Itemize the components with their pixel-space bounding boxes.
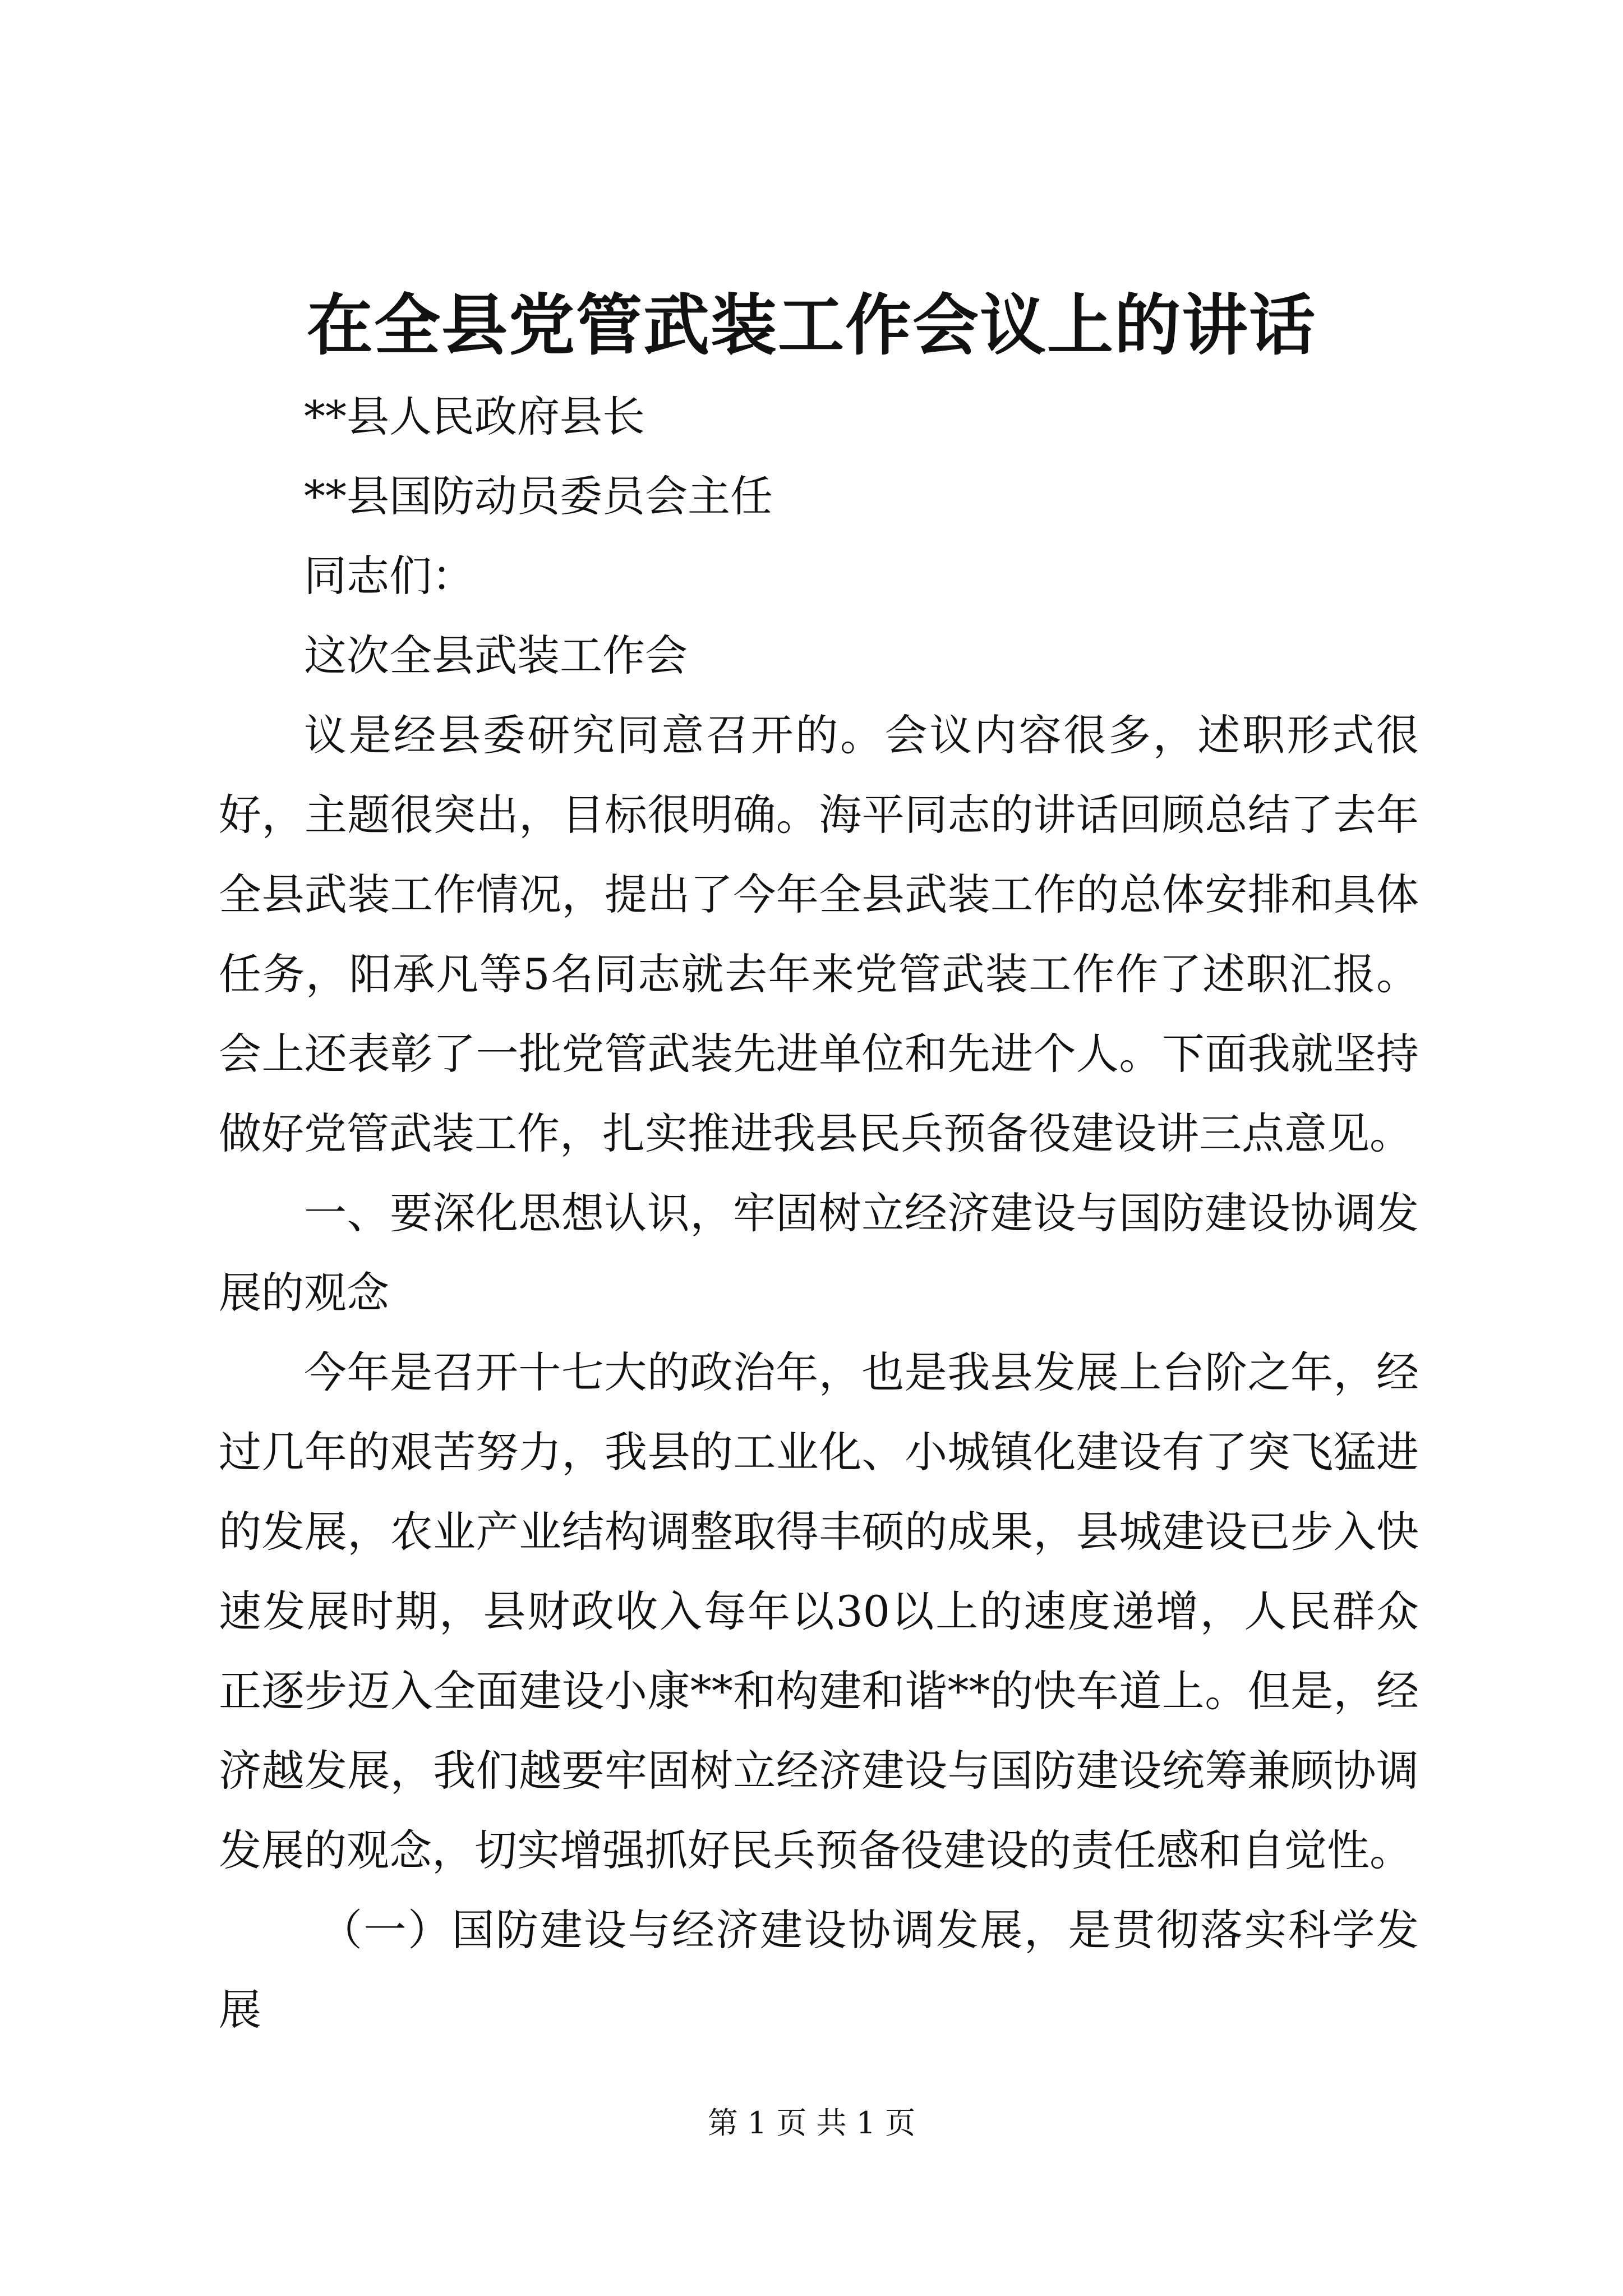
subsection-heading: （一）国防建设与经济建设协调发展，是贯彻落实科学发展 — [219, 1905, 1419, 2035]
speaker-line-2: **县国防动员委员会主任 — [304, 471, 773, 521]
paragraph-intro: 议是经县委研究同意召开的。会议内容很多，述职形式很好，主题很突出，目标很明确。海平同志的讲话回顾总结了去年全县武装工作情况，提出了今年全县武装工作的总体安排和具体任务，阳承凡等5名同志就去年来党管武装工作作了述职汇报。会上还表彰了一批党管武装先进单位和先进个人。下面我就坚持做好党管武装工作，扎实推进我县民兵预备役建设讲三点意见。 — [219, 710, 1419, 1158]
speaker-line-1: **县人民政府县长 — [304, 392, 645, 441]
document-title: 在全县党管武装工作会议上的讲话 — [306, 286, 1316, 364]
paragraph-section-1: 今年是召开十七大的政治年，也是我县发展上台阶之年，经过几年的艰苦努力，我县的工业化、小城镇化建设有了突飞猛进的发展，农业产业结构调整取得丰硕的成果，县城建设已步入快速发展时期，县财政收入每年以30以上的速度递增，人民群众正逐步迈入全面建设小康**和构建和谐**的快车道上。但是，经济越发展，我们越要牢固树立经济建设与国防建设统筹兼顾协调发展的观念，切实增强抓好民兵预备役建设的责任感和自觉性。 — [219, 1347, 1419, 1875]
opening-fragment: 这次全县武装工作会 — [304, 631, 688, 680]
document-body — [219, 377, 1419, 2050]
salutation: 同志们： — [304, 551, 474, 601]
page-footer: 第 1 页 共 1 页 — [707, 2105, 916, 2141]
section-heading-1: 一、要深化思想认识，牢固树立经济建设与国防建设协调发展的观念 — [219, 1188, 1419, 1318]
